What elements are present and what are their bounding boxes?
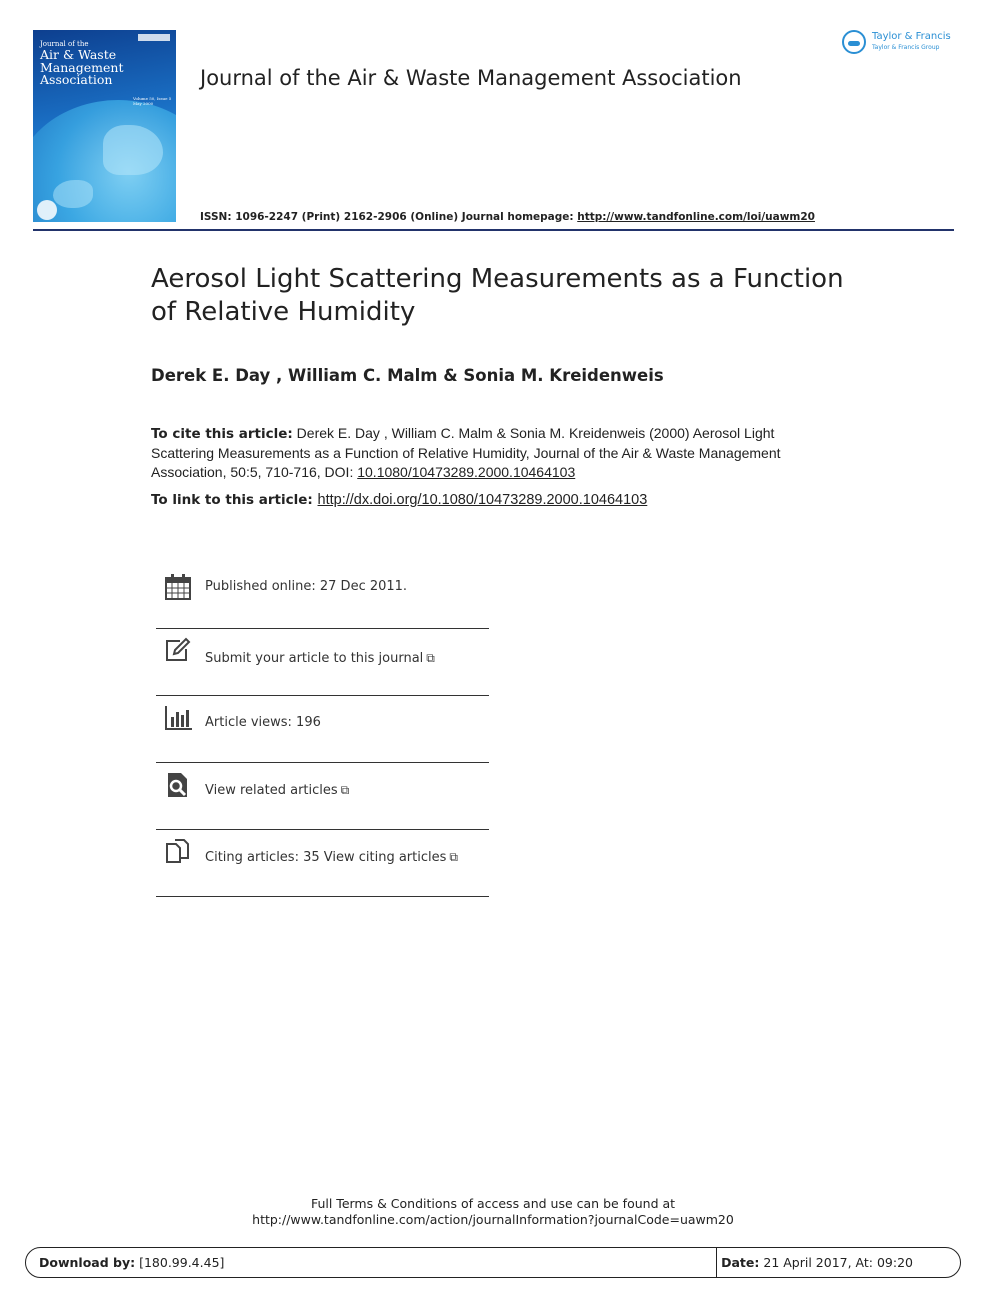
download-info-bar — [25, 1247, 961, 1278]
article-info-list — [156, 565, 489, 897]
citing-label: Citing articles: 35 View citing articles — [205, 850, 447, 865]
cite-text: Derek E. Day , William C. Malm & Sonia M. Kreidenweis (2000) Aerosol Light Scattering Measurements as a Function of Relative Humidity, Journal of the Air & Waste Management Association, 50:5, 710-716, DOI: — [151, 425, 781, 480]
related-articles-link[interactable] — [205, 783, 349, 798]
views-text: Article views: 196 — [205, 715, 321, 730]
download-by — [39, 1255, 224, 1270]
journal-cover — [33, 30, 176, 222]
citing-item[interactable] — [156, 830, 489, 897]
published-text: Published online: 27 Dec 2011. — [205, 579, 408, 594]
issn-line — [200, 211, 815, 223]
calendar-icon — [164, 573, 192, 601]
views-item — [156, 696, 489, 763]
cover-title-line: Air & Waste — [40, 47, 117, 62]
date-value: 21 April 2017, At: 09:20 — [759, 1255, 913, 1270]
related-label: View related articles — [205, 783, 338, 798]
citation-block — [151, 424, 831, 482]
cover-title-line: Association — [40, 72, 113, 87]
terms-text: Full Terms & Conditions of access and use can be found at — [310, 1196, 676, 1211]
download-value: [180.99.4.45] — [135, 1255, 225, 1270]
taylor-francis-logo-icon — [842, 30, 866, 54]
cite-label: To cite this article: — [151, 426, 293, 442]
search-document-icon — [164, 771, 192, 799]
cover-big-title — [40, 49, 123, 87]
cover-land — [53, 180, 93, 208]
published-item — [156, 565, 489, 629]
journal-title: Journal of the Air & Waste Management Association — [200, 66, 742, 90]
journal-homepage-link[interactable]: http://www.tandfonline.com/loi/uawm20 — [577, 211, 815, 223]
submit-link[interactable] — [205, 651, 435, 666]
article-permalink[interactable]: http://dx.doi.org/10.1080/10473289.2000.10464103 — [317, 492, 648, 508]
submit-item[interactable] — [156, 629, 489, 696]
copy-icon — [164, 838, 192, 866]
cover-land — [103, 125, 163, 175]
bar-divider — [716, 1248, 717, 1277]
cover-small-title: Journal of the — [40, 40, 89, 48]
download-date — [721, 1255, 913, 1270]
article-authors: Derek E. Day , William C. Malm & Sonia M. Kreidenweis — [151, 366, 664, 385]
terms-notice — [0, 1196, 986, 1228]
external-link-icon: ⧉ — [340, 783, 350, 797]
bar-chart-icon — [164, 704, 192, 732]
date-label: Date: — [721, 1255, 760, 1270]
cover-volume-line: Volume 50, Issue 5 — [133, 96, 172, 101]
terms-link[interactable]: http://www.tandfonline.com/action/journalInformation?journalCode=uawm20 — [252, 1212, 734, 1227]
cover-volume — [133, 96, 171, 106]
external-link-icon: ⧉ — [449, 850, 458, 864]
download-label: Download by: — [39, 1255, 136, 1270]
issn-text: ISSN: 1096-2247 (Print) 2162-2906 (Online) Journal homepage: — [200, 211, 578, 223]
cover-title-line: Management — [40, 59, 124, 75]
citing-articles-link[interactable] — [205, 850, 458, 865]
publisher-logo[interactable] — [842, 30, 954, 56]
header-divider — [33, 229, 954, 231]
cover-issn-box — [138, 34, 170, 41]
doi-link[interactable]: 10.1080/10473289.2000.10464103 — [357, 464, 576, 480]
article-title: Aerosol Light Scattering Measurements as a Function of Relative Humidity — [151, 264, 844, 327]
edit-icon — [164, 637, 192, 665]
external-link-icon: ⧉ — [426, 651, 435, 665]
publisher-group: Taylor & Francis Group — [872, 44, 940, 51]
association-seal-icon — [37, 200, 57, 220]
submit-label: Submit your article to this journal — [205, 651, 424, 666]
publisher-name: Taylor & Francis — [872, 31, 951, 42]
related-item[interactable] — [156, 763, 489, 830]
cover-volume-line: May 2000 — [133, 101, 154, 106]
article-link-line — [151, 492, 647, 508]
link-label: To link to this article: — [151, 492, 318, 508]
